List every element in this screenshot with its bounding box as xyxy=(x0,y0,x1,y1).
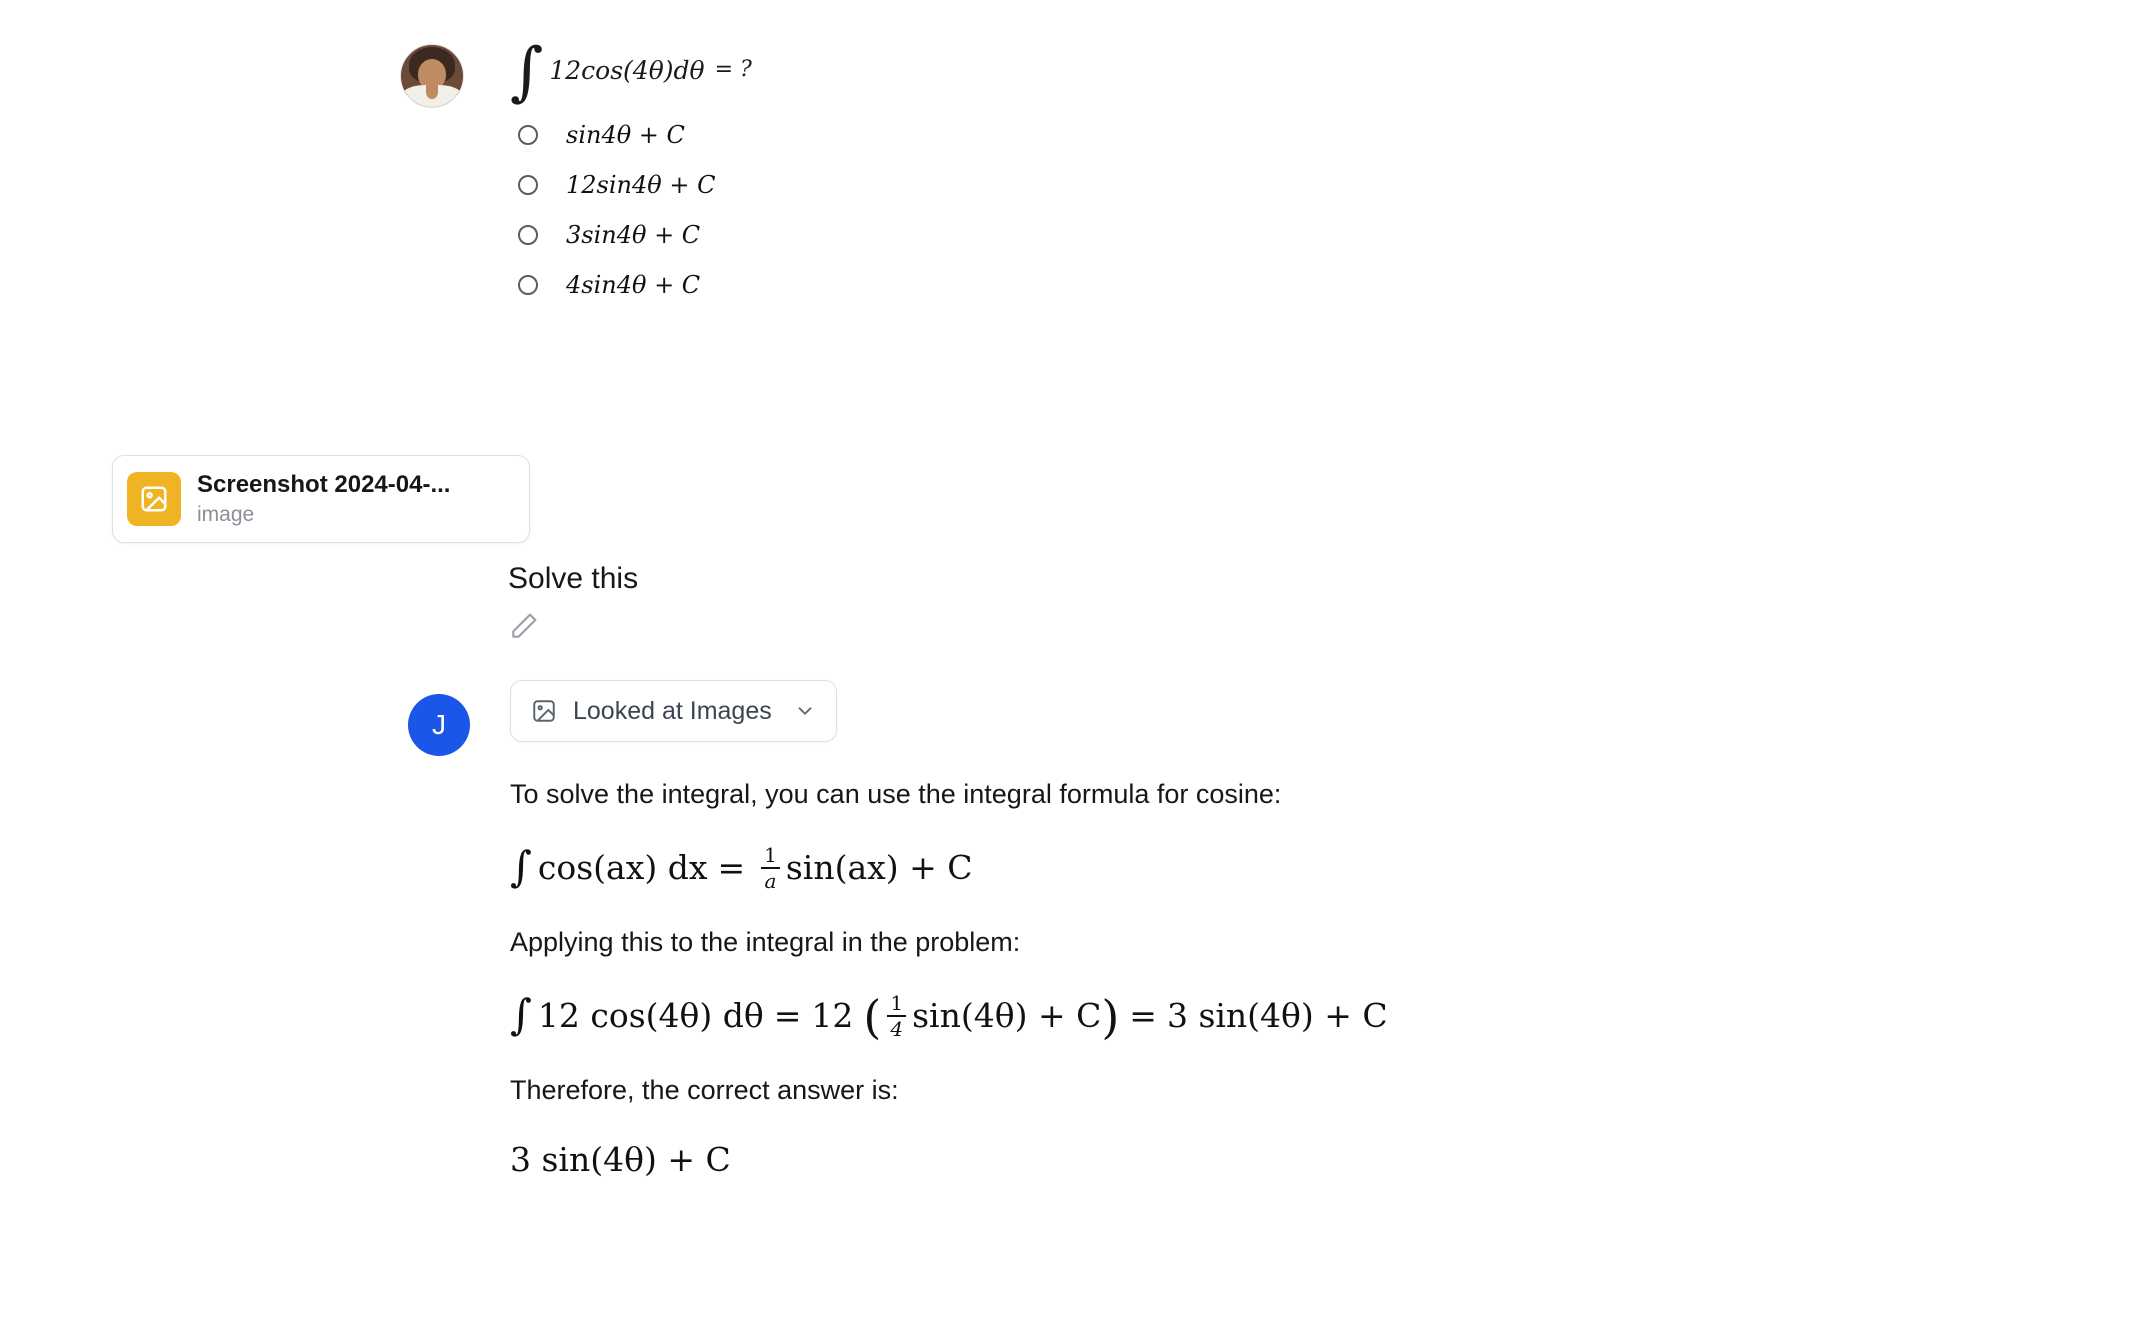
choice-label: sin4θ + C xyxy=(566,121,685,149)
formula-cosine-rule xyxy=(510,842,1960,893)
fraction xyxy=(887,993,906,1039)
integral-equals: = ? xyxy=(714,57,752,82)
formula-result: 3 sin(4θ) + C xyxy=(1166,995,1388,1035)
fraction-numerator: 1 xyxy=(890,991,904,1016)
attachment-meta xyxy=(197,471,450,527)
choice-label: 4sin4θ + C xyxy=(566,271,701,299)
integral-expression: 12cos(4θ)dθ xyxy=(549,55,705,85)
formula-equals: = xyxy=(717,847,746,887)
radio-icon[interactable] xyxy=(518,125,538,145)
integral-symbol: ∫ xyxy=(510,990,532,1040)
image-icon xyxy=(127,472,181,526)
choice-option[interactable] xyxy=(518,110,1810,160)
question-content xyxy=(510,30,1810,310)
choice-label: 3sin4θ + C xyxy=(566,221,701,249)
formula-applied xyxy=(510,989,1960,1044)
formula-equals-2: = xyxy=(1129,995,1157,1035)
avatar xyxy=(400,44,464,108)
formula-coefficient: 12 xyxy=(811,995,854,1035)
formula-rhs: sin(ax) + C xyxy=(785,847,973,887)
radio-icon[interactable] xyxy=(518,275,538,295)
user-prompt-text: Solve this xyxy=(508,562,639,595)
formula-equals-1: = xyxy=(773,995,802,1035)
integral-symbol: ∫ xyxy=(510,34,544,109)
looked-at-images-toggle[interactable] xyxy=(510,680,837,742)
fraction xyxy=(761,845,780,891)
integral-symbol: ∫ xyxy=(510,842,532,892)
choice-option[interactable] xyxy=(518,260,1810,310)
question-integral xyxy=(510,30,1810,110)
assistant-paragraph-3: Therefore, the correct answer is: xyxy=(510,1074,899,1105)
assistant-paragraph-2: Applying this to the integral in the problem: xyxy=(510,926,1021,957)
final-answer: 3 sin(4θ) + C xyxy=(510,1140,731,1180)
formula-lhs: 12 cos(4θ) dθ xyxy=(537,995,764,1035)
fraction-denominator: a xyxy=(764,868,777,893)
radio-icon[interactable] xyxy=(518,225,538,245)
choice-label: 12sin4θ + C xyxy=(566,171,716,199)
avatar-shirt xyxy=(403,85,461,107)
looked-at-images-label: Looked at Images xyxy=(573,696,772,725)
assistant-paragraph-1: To solve the integral, you can use the integral formula for cosine: xyxy=(510,779,1282,809)
attachment-filetype: image xyxy=(197,503,255,526)
paren-close: ) xyxy=(1101,989,1120,1044)
image-icon xyxy=(531,698,557,724)
attachment-filename: Screenshot 2024-04-... xyxy=(197,471,451,498)
chevron-down-icon[interactable] xyxy=(794,700,816,722)
attachment-card[interactable] xyxy=(112,455,530,543)
formula-inner: sin(4θ) + C xyxy=(912,995,1102,1035)
paren-open: ( xyxy=(863,989,882,1044)
choice-option[interactable] xyxy=(518,160,1810,210)
formula-lhs: cos(ax) dx xyxy=(537,847,708,887)
pencil-icon[interactable] xyxy=(508,610,540,642)
assistant-avatar: J xyxy=(408,694,470,756)
assistant-content xyxy=(510,680,1960,1179)
fraction-denominator: 4 xyxy=(890,1016,904,1041)
fraction-numerator: 1 xyxy=(764,843,777,868)
choice-option[interactable] xyxy=(518,210,1810,260)
radio-icon[interactable] xyxy=(518,175,538,195)
